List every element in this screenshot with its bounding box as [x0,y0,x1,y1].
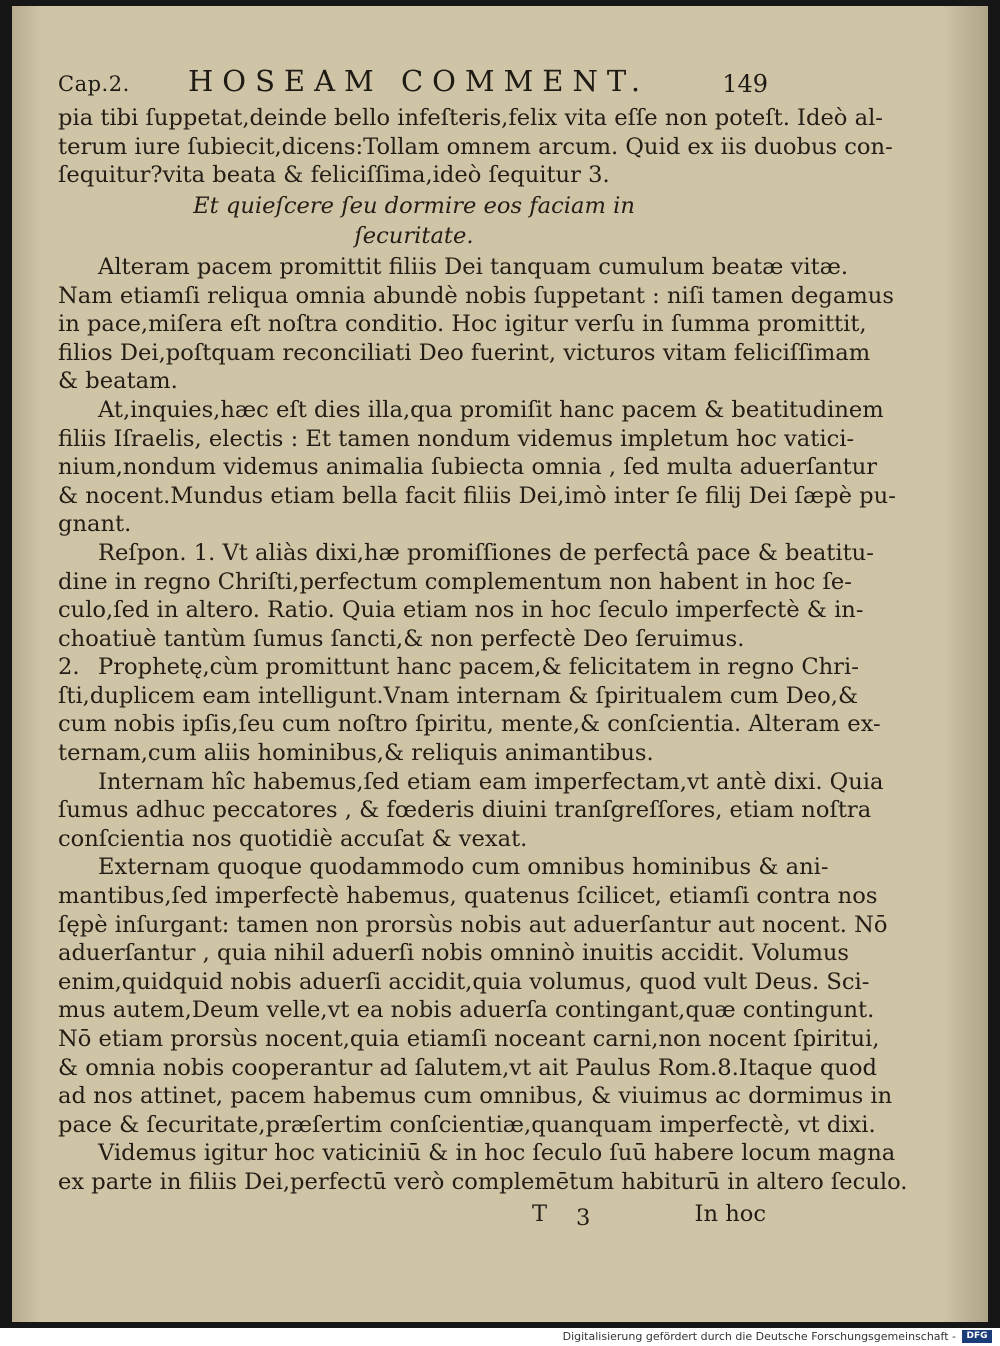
catchword: In hoc [694,1200,766,1227]
page-number: 149 [722,70,768,98]
text-line: mus autem,Deum velle,vt ea nobis aduerſa contingant,quæ contingunt. [58,997,875,1024]
chapter-label: Cap.2. [58,72,130,96]
text-line: ternam,cum aliis hominibus,& reliquis animantibus. [58,740,654,767]
text-line: gnant. [58,511,132,538]
text-line: ad nos attinet, pacem habemus cum omnibus, & viuimus ac dormimus in [58,1083,893,1110]
text-line: mantibus,ſed imperfectè habemus, quatenus ſcilicet, etiamſi contra nos [58,883,878,910]
text-line-numbered [58,653,859,682]
text-line: filiis Iſraelis, electis : Et tamen nondum videmus impletum hoc vatici- [58,425,855,452]
text-line: Externam quoque quodammodo cum omnibus hominibus & ani- [98,854,829,881]
text-line: At,inquies,hæc eſt dies illa,qua promiſit hanc pacem & beatitudinem [98,396,884,423]
text-line: nium,nondum videmus animalia ſubiecta omnia , ſed multa aduerſantur [58,454,878,481]
text-line: conſcientia nos quotidiè accuſat & vexat. [58,825,528,852]
text-line: & nocent.Mundus etiam bella facit filiis Dei,imò inter ſe filij Dei ſæpè pu- [58,482,896,509]
text-line: Reſpon. 1. Vt aliàs dixi,hæ promiſſiones de perfectâ pace & beatitu- [98,539,874,566]
digitization-notice: Digitalisierung gefördert durch die Deutsche Forschungsgemeinschaft - [562,1330,956,1343]
running-title: HOSEAM COMMENT. [188,64,650,98]
text-line: culo,ſed in altero. Ratio. Quia etiam nos in hoc ſeculo imperfectè & in- [58,597,864,624]
text-line: Alteram pacem promittit filiis Dei tanquam cumulum beatæ vitæ. [98,253,849,280]
item-number: 2. [58,654,80,681]
page-footer [58,1199,770,1229]
text-line: terum iure ſubiecit,dicens:Tollam omnem arcum. Quid ex iis duobus con- [58,133,893,160]
text-line: pace & ſecuritate,præſertim conſcientiæ,quanquam imperfectè, vt dixi. [58,1111,876,1138]
digitization-bar [0,1328,1000,1346]
text-line: aduerſantur , quia nihil aduerſi nobis omninò inuitis accidit. Volumus [58,940,850,967]
text-line: cum nobis ipſis,ſeu cum noſtro ſpiritu, mente,& conſcientia. Alteram ex- [58,711,881,738]
text-line: ex parte in filiis Dei,perfectū verò complemētum habiturū in altero ſeculo. [58,1168,908,1195]
dfg-logo: DFG [962,1330,992,1343]
signature-number: 3 [576,1204,591,1231]
text-line: Nō etiam prorsùs nocent,quia etiamſi noceant carni,non nocent ſpiritui, [58,1026,880,1052]
text-line: Nam etiamſi reliqua omnia abundè nobis ſuppetant : niſi tamen degamus [58,282,894,309]
text-line: enim,quidquid nobis aduerſi accidit,quia volumus, quod vult Deus. Sci- [58,968,870,995]
text-line: filios Dei,poſtquam reconciliati Deo fuerint, victuros vitam feliciſſimam [58,339,871,366]
text-line: Internam hîc habemus,ſed etiam eam imperfectam,vt antè dixi. Quia [98,768,884,795]
text-line: Videmus igitur hoc vaticiniū & in hoc ſeculo ſuū habere locum magna [98,1140,896,1167]
text-line: & beatam. [58,368,178,395]
text-line: pia tibi ſuppetat,deinde bello infeſteris,felix vita eſſe non poteſt. Ideò al- [58,105,883,131]
text-line: choatiuè tantùm ſumus ſancti,& non perfectè Deo ſeruimus. [58,625,745,652]
text-line: dine in regno Chriſti,perfectum complementum non habent in hoc ſe- [58,568,852,595]
text-line: & omnia nobis cooperantur ad ſalutem,vt ait Paulus Rom.8.Itaque quod [58,1054,877,1081]
verse-heading: ſecuritate. [354,223,474,250]
text-line: ſequitur?vita beata & feliciſſima,ideò ſequitur 3. [58,162,610,189]
signature-mark: T [532,1200,548,1227]
verse-heading: Et quieſcere ſeu dormire eos faciam in [193,192,635,219]
main-text [58,104,908,1231]
running-head [58,64,768,104]
text-line: ſumus adhuc peccatores , & fœderis diuini tranſgreſſores, etiam noſtra [58,797,872,824]
text-line: ſępè inſurgant: tamen non prorsùs nobis aut aduerſantur aut nocent. Nō [58,911,888,938]
text-line: Prophetę,cùm promittunt hanc pacem,& felicitatem in regno Chri- [98,654,859,681]
text-line: ſti,duplicem eam intelligunt.Vnam internam & ſpiritualem cum Deo,& [58,682,859,709]
text-line: in pace,miſera eſt noſtra conditio. Hoc igitur verſu in ſumma promittit, [58,311,867,338]
